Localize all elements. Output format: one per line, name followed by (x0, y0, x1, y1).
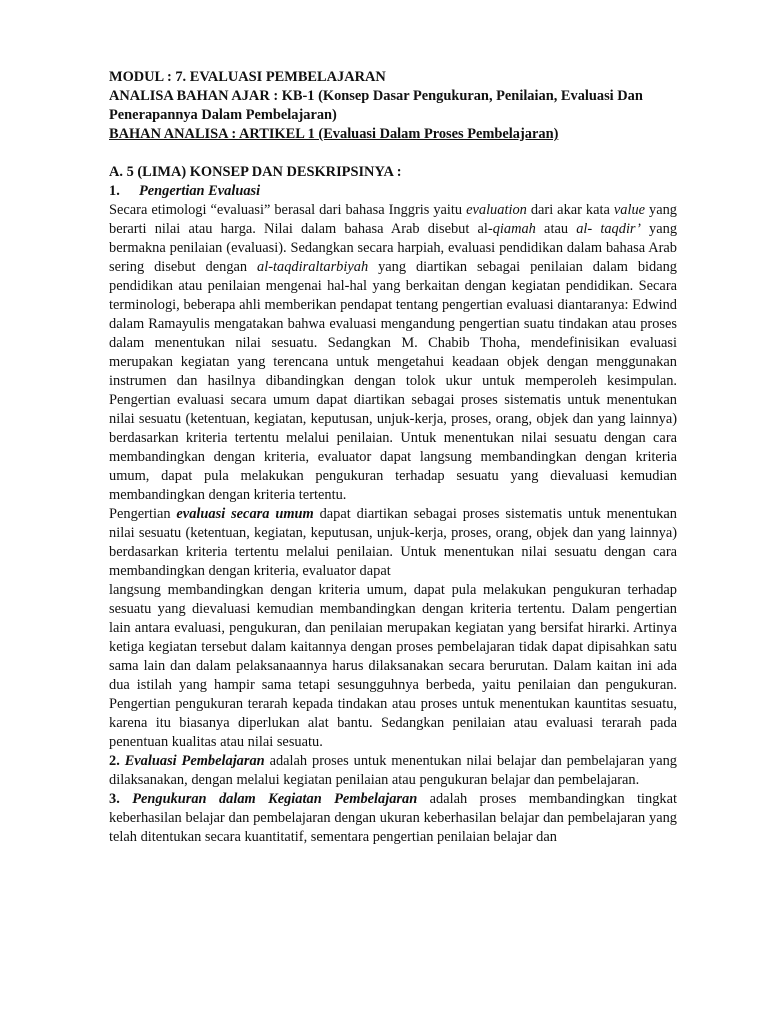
text-run: adalah proses membandingkan tingkat keberhasilan belajar dan pembelajaran dengan ukuran keberhasilan belajar dan pembelajaran yang telah ditentukan secara kuantitatif, sementara pengertian penilaian belajar dan (109, 791, 677, 845)
italic-term: value (613, 202, 646, 218)
bold-italic-term: evaluasi secara umum (176, 506, 314, 522)
paragraph-general-definition (109, 505, 677, 581)
italic-term: al-taqdiraltarbiyah (257, 259, 369, 275)
analysis-title: ANALISA BAHAN AJAR : KB-1 (Konsep Dasar Pengukuran, Penilaian, Evaluasi Dan Penerapannya Dalam Pembelajaran) (109, 88, 643, 123)
text-run: dari akar kata (526, 202, 614, 218)
item-title: Pengukuran dalam Kegiatan Pembelajaran (132, 791, 418, 807)
paragraph-item-2 (109, 752, 677, 790)
item-number: 3. (109, 791, 120, 807)
paragraph-item-3 (109, 790, 677, 847)
text-run: yang diartikan sebagai penilaian dalam bidang pendidikan atau penilaian mengenai hal-hal yang berkaitan dengan kegiatan pendidikan. Secara terminologi, beberapa ahli memberikan pendapat tentang pengertian evaluasi diantaranya: Edwind dalam Ramayulis mengatakan bahwa evaluasi mengandung pengertian suatu tindakan atau proses dalam menentukan nilai sesuatu. Sedangkan M. Chabib Thoha, mendefinisikan evaluasi merupakan kegiatan yang terencana untuk mengetahui keadaan objek dengan menggunakan instrumen dan hasilnya dibandingkan dengan tolok ukur untuk memperoleh kesimpulan. Pengertian evaluasi secara umum dapat diartikan sebagai proses sistematis untuk menentukan nilai sesuatu (ketentuan, kegiatan, keputusan, unjuk-kerja, proses, orang, objek dan yang lainnya) berdasarkan kriteria tertentu melalui penilaian. Untuk menentukan nilai sesuatu dengan cara membandingkan dengan kriteria, evaluator dapat langsung membandingkan dengan kriteria umum, dapat pula melakukan pengukuran terhadap sesuatu yang dievaluasi kemudian membandingkan dengan kriteria tertentu. (109, 259, 677, 503)
article-title: BAHAN ANALISA : ARTIKEL 1 (Evaluasi Dalam Proses Pembelajaran) (109, 126, 559, 142)
italic-term: evaluation (466, 202, 527, 218)
text-run: Secara etimologi “evaluasi” berasal dari bahasa Inggris yaitu (109, 202, 467, 218)
text-run: yang bermakna penilaian (evaluasi). Sedangkan secara harpiah, evaluasi pendidikan dalam bahasa Arab sering disebut dengan (109, 221, 678, 275)
module-title: MODUL : 7. EVALUASI PEMBELAJARAN (109, 69, 386, 85)
section-heading: A. 5 (LIMA) KONSEP DAN DESKRIPSINYA : (109, 164, 402, 180)
text-run: dapat diartikan sebagai proses sistematis untuk menentukan nilai sesuatu (ketentuan, kegiatan, keputusan, unjuk-kerja, proses, orang, objek dan yang lainnya) berdasarkan kriteria tertentu melalui penilaian. Untuk menentukan nilai sesuatu dengan cara membandingkan dengan kriteria, evaluator dapat (109, 506, 677, 579)
text-run: yang berarti nilai atau harga. Nilai dalam bahasa Arab disebut al- (109, 202, 678, 237)
italic-term: qiamah (492, 221, 536, 237)
item-title: Evaluasi Pembelajaran (124, 753, 265, 769)
subsection-heading-1 (109, 182, 677, 201)
subsection-title: Pengertian Evaluasi (139, 183, 261, 199)
paragraph-hierarchy: langsung membandingkan dengan kriteria umum, dapat pula melakukan pengukuran terhadap sesuatu yang dievaluasi kemudian membandingkan dengan kriteria tertentu. Dalam pengertian lain antara evaluasi, pengukuran, dan penilaian merupakan kegiatan yang bersifat hirarki. Artinya ketiga kegiatan tersebut dalam kaitannya dengan proses pembelajaran tidak dapat dipisahkan satu sama lain dan dalam pelaksanaannya harus dilaksanakan secara berurutan. Dalam kaitan ini ada dua istilah yang hampir sama tetapi sesungguhnya berbeda, yaitu penilaian dan pengukuran. Pengertian pengukuran terarah kepada tindakan atau proses untuk menentukan kauntitas sesuatu, karena itu biasanya diperlukan alat bantu. Sedangkan penilaian atau evaluasi terarah pada penentuan kualitas atau nilai sesuatu. (109, 582, 677, 750)
text-run: Pengertian (109, 506, 177, 522)
paragraph-definition (109, 201, 677, 505)
subsection-number: 1. (109, 183, 120, 199)
text-run: adalah proses untuk menentukan nilai belajar dan pembelajaran yang dilaksanakan, dengan melalui kegiatan penilaian atau pengukuran belajar dan pembelajaran. (109, 753, 677, 788)
text-run: atau (535, 221, 577, 237)
item-number: 2. (109, 753, 120, 769)
italic-term: al- taqdir’ (576, 221, 641, 237)
